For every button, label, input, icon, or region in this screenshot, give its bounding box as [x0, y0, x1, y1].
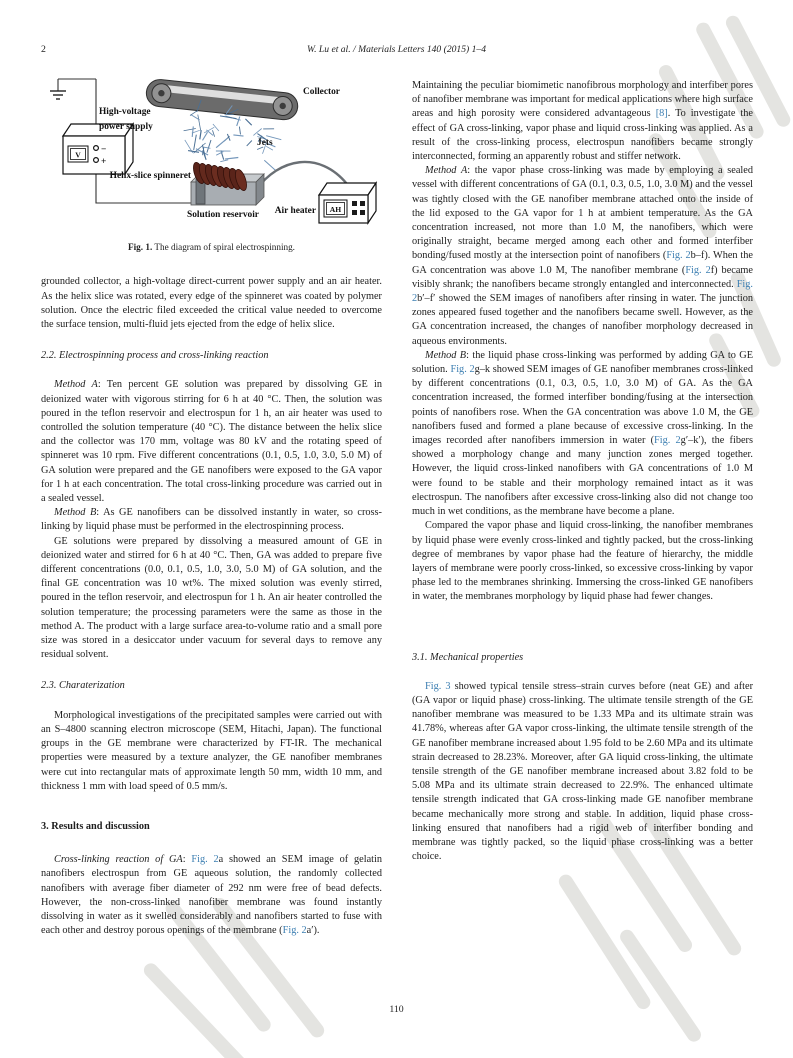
body-text: a′).	[306, 925, 320, 937]
collector-belt	[145, 78, 299, 121]
reference-link[interactable]: Fig. 3	[425, 680, 451, 692]
reference-link[interactable]: [8]	[655, 108, 668, 120]
ground-icon	[50, 91, 66, 99]
page-number-top: 2	[41, 44, 46, 55]
body-text: : As GE nanofibers can be dissolved instantly in water, so cross-linking by liquid phase must be performed in the electrospinning process.	[41, 507, 382, 533]
air-heater-box	[319, 183, 376, 223]
plus-terminal	[94, 158, 99, 163]
reservoir-label: Solution reservoir	[187, 210, 259, 220]
reference-link[interactable]: Fig. 2	[412, 278, 753, 305]
minus-terminal	[94, 146, 99, 151]
running-title: W. Lu et al. / Materials Letters 140 (2015) 1–4	[307, 44, 486, 55]
emphasis-text: Cross-linking reaction of GA	[54, 854, 183, 866]
high-voltage-label-line1: High-voltage	[99, 107, 151, 117]
high-voltage-label-line2: power supply	[99, 122, 153, 132]
figure-1	[41, 76, 382, 254]
body-text: Morphological investigations of the precipitated samples were carried out with an S–4800 scanning electron microscope (SEM, Hitachi, Japan). The functional groups in the GE membrane were characterized by FT-IR. The mechanical properties were measured by a texture analyzer, the GE nanofiber membranes were cut into rectangular mats of approximate length 50 mm, width 10 mm, and thickness 1 mm with load speed of 0.5 mm/s.	[41, 709, 382, 792]
figure1-caption	[41, 240, 382, 254]
body-text: : the vapor phase cross-linking was made by employing a sealed vessel with different concentrations of GA (0.1, 0.3, 0.5, 1.0, 3.0 M) and the vessel was tightly closed with the GE nanofiber membrane attached onto the inside of the lid exposed to the GA vapor for 1 h at ambient temperature. As the GA concentration increased, not more than 1.0 M, the nanofibers, which were originally straight, became merged among each other and formed interfiber bonding/fused mostly at the intersection point of nanofibers (	[412, 165, 753, 262]
reference-link[interactable]: Fig. 2	[282, 925, 307, 937]
paragraph	[41, 378, 382, 506]
body-text: Maintaining the peculiar biomimetic nanofibrous morphology and interfiber pores of nanofiber membrane was important for medical applications where high surface areas and high porosity were considered advantageous	[412, 80, 753, 120]
voltmeter-label: V	[75, 150, 81, 160]
air-heater-label: Air heater	[274, 206, 316, 216]
paragraph	[412, 349, 753, 519]
body-text: f) became visibly shrank; the nanofibers became strongly entangled and interconnected.	[412, 264, 753, 290]
reference-link[interactable]: Fig. 2	[191, 854, 219, 866]
body-text: b–f). When the GA concentration was above 1.0 M, The nanofiber membrane (	[412, 250, 753, 276]
jets-label: Jets	[257, 138, 273, 148]
figure1-caption-label: Fig. 1.	[128, 242, 153, 253]
figure1-caption-text: The diagram of spiral electrospinning.	[154, 242, 295, 253]
body-text: : the liquid phase cross-linking was performed by adding GA to GE solution.	[412, 349, 753, 376]
body-text: g–k showed SEM images of GE nanofiber membranes cross-linked by different concentrations (0.1, 0.3, 0.5, 1.0, 3.0 M) of GA. As the GA concentration increased, the formed interfiber bonding/fusing at the intersection points of nanofibers rose. When the GA concentration was above 1.0 M, the GE nanofibers fused and formed a plane because of excessive cross-linking. In the images recorded after nanofibers immersion in water (	[412, 364, 753, 447]
paragraph	[412, 680, 753, 865]
body-text: :	[182, 854, 192, 866]
reference-link[interactable]: Fig. 2	[666, 250, 691, 262]
figure1-diagram	[41, 76, 382, 228]
emphasis-text: Method B	[54, 507, 97, 519]
emphasis-text: Method A	[54, 379, 98, 391]
section-heading-2-2: 2.2. Electrospinning process and cross-linking reaction	[41, 350, 269, 362]
paragraph	[412, 79, 753, 164]
paragraph	[41, 853, 382, 938]
reference-link[interactable]: Fig. 2	[654, 435, 681, 447]
collector-label: Collector	[303, 87, 340, 97]
page-number-bottom: 110	[389, 1004, 404, 1015]
emphasis-text: Method B	[425, 349, 467, 361]
body-text: g′–k′), the fibers showed a morphology change and many junction zones merged together. However, the liquid cross-linked nanofibers with GA concentrations of 1.0 M were found to be stable and their morphology remained intact as it was electrospun. The nanofibers after excessive cross-linking also did not change too much in wet conditions, as the membrane have become a plane.	[412, 435, 753, 518]
paragraph	[412, 164, 753, 349]
emphasis-text: Method A	[425, 165, 468, 177]
paragraph	[41, 535, 382, 663]
body-text: : Ten percent GE solution was prepared by dissolving GE in deionized water with vigorous stirring for 6 h at 40 °C. Then, the solution was poured in the teflon reservoir and electrospun for 1 h, an air heater was used to controlled the solution temperature (40 °C). The distance between the helix slice and the collector was 170 mm, voltage was 80 kV and the rotating speed of spinneret was 10 rpm. Five different concentrations (0.1, 0.5, 1.0, 3.0, 5.0 M) of GA solution were prepared and the GE nanofibers were exposed to the GA vapor for 1 h at each concentration. The total cross-linking procedure was carried out in a sealed vessel.	[41, 379, 382, 505]
air-heater-display: AH	[329, 205, 342, 214]
reference-link[interactable]: Fig. 2	[450, 364, 475, 376]
reference-link[interactable]: Fig. 2	[685, 264, 711, 276]
body-text: . To investigate the effect of GA cross-linking, vapor phase and liquid cross-linking was applied. As a result of the cross-linking process, electrospun nanofibers became strongly interconnected, forming an apparently robust and stiffer network.	[412, 108, 753, 163]
body-text: Compared the vapor phase and liquid cross-linking, the nanofiber membranes by liquid phase were evenly cross-linked and tightly packed, but the cross-linking degree of membranes by vapor phase had the feature of hierarchy, the middle layers of membrane were poorly cross-linked, so excessive cross-linking by vapor phase led to the membranes shrinking. Immersing the cross-linked GE nanofibers in water, the membranes morphology by liquid phase had fewer changes.	[412, 520, 753, 603]
paragraph	[412, 519, 753, 604]
terminal-minus-label: −	[101, 145, 107, 155]
body-text: b′–f′ showed the SEM images of nanofibers after rinsing in water. The junction zones appeared fused together and the nanofibers became swell. However, as the GA concentration increased, the changes of nanofiber morphology decreased in aqueous environments.	[412, 293, 753, 347]
paragraph	[41, 709, 382, 794]
right-column	[412, 79, 753, 864]
body-text: showed typical tensile stress–strain curves before (neat GE) and after (GA vapor or liquid phase) cross-linking. The ultimate tensile strength of the GE nanofiber membrane was measured to be 1.33 MPa and its ultimate strain was 41.78%, whereas after GA vapor cross-linking, the ultimate tensile strength of the GE nanofiber membrane increased about 1.95 fold to be 2.60 MPa and its ultimate strain decreased to 28.23%. Moreover, after GA liquid cross-linking, the ultimate tensile strength of the GE nanofiber membrane increased about 3.82 fold to be 5.08 MPa and its ultimate strain decreased to 22.9%. The enhanced ultimate tensile strength indicated that GA cross-linking made GE nanofiber membrane became mechanically more strong and stable. In addition, liquid phase cross-linking ensured that nanofibers had a rigid web of interfiber bonding and membrane was tightly packed, so the liquid phase cross-linking was a better choice.	[412, 680, 753, 863]
section-heading-3-1: 3.1. Mechanical properties	[412, 651, 524, 663]
paragraph	[41, 275, 382, 332]
section-heading-2-3: 2.3. Charaterization	[41, 680, 125, 692]
body-text: grounded collector, a high-voltage direct-current power supply and an air heater. As the helix slice was rotated, every edge of the spinneret was coated by polymer solution. Once the electric filed exceeded the critical value needed to overcome the surface tension, multi-fluid jets ejected from the edge of helix slice.	[41, 276, 382, 331]
paragraph	[41, 506, 382, 534]
body-text: GE solutions were prepared by dissolving a measured amount of GE in deionized water and stirred for 6 h at 40 °C. Then, GA was added to prepare five different concentrations (0.0, 0.1, 0.5, 1.0, 3.0, 5.0 M) of GA solution, and the final GE concentration was 10 wt%. The mixed solution was evenly stirred, poured in the teflon reservoir, and electrospun for 1 h. An air heater controlled the solution temperature; the processing parameters were the same as those in the method A. The product with a large surface area-to-volume ratio and a small pore size was stored in a desiccator under vacuum for several days to remove any residual solvent.	[41, 535, 382, 661]
terminal-plus-label: +	[101, 157, 107, 167]
left-column	[41, 76, 382, 938]
section-heading-3: 3. Results and discussion	[41, 820, 150, 832]
spinneret-label: Helix-slice spinneret	[109, 171, 191, 181]
body-text: a showed an SEM image of gelatin nanofibers electrospun from GE aqueous solution, the randomly collected nanofibers with average fiber diameter of 292 nm were free of bead defects. However, the non-cross-linked nanofiber membrane was found instantly dissolving in water as it swelled considerably and nanofibers started to fuse with each other and destroy porous openings of the membrane (	[41, 854, 383, 937]
